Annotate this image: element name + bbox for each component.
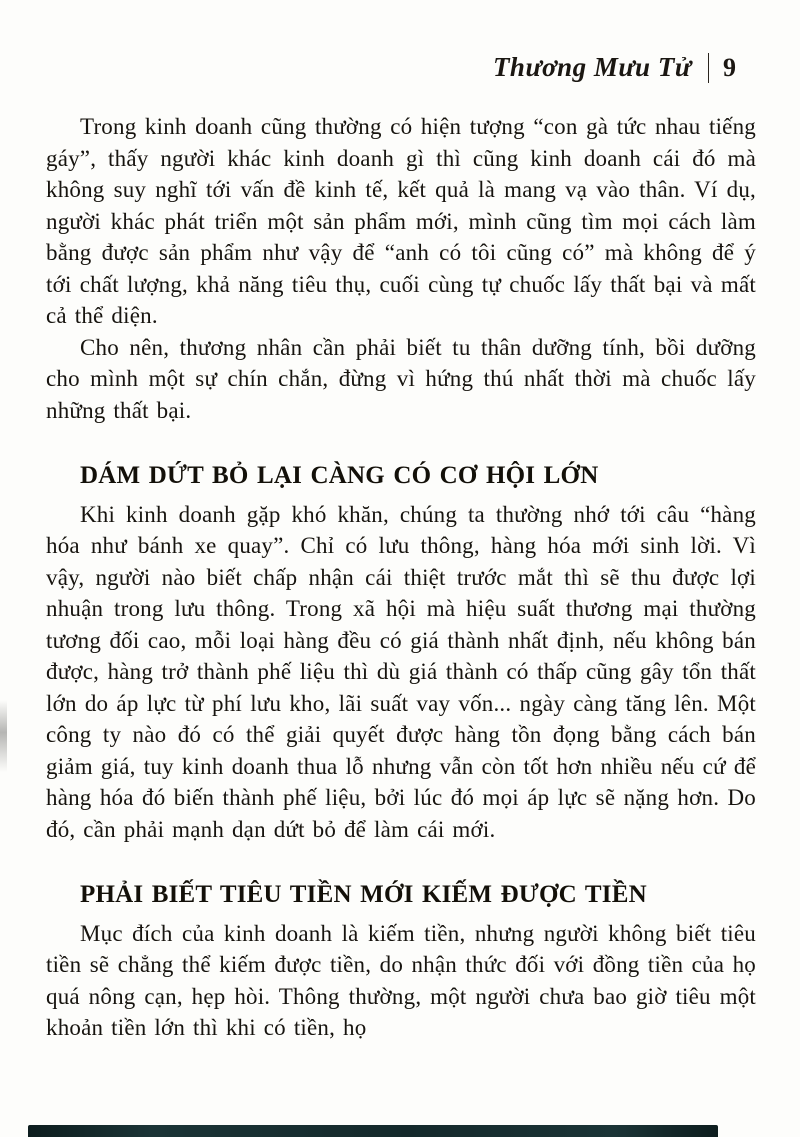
section-paragraph-1: Khi kinh doanh gặp khó khăn, chúng ta thường nhớ tới câu “hàng hóa như bánh xe quay”. Chỉ có lưu thông, hàng hóa mới sinh lời. Vì vậy, người nào biết chấp nhận cái thiệt trước mắt thì sẽ thu được lợi nhuận trong lưu thông. Trong xã hội mà hiệu suất thương mại thường tương đối cao, mỗi loại hàng đều có giá thành nhất định, nếu không bán được, hàng trở thành phế liệu thì dù giá thành có thấp cũng gây tổn thất lớn do áp lực từ phí lưu kho, lãi suất vay vốn... ngày càng tăng lên. Một công ty nào đó có thể giải quyết được hàng tồn đọng bằng cách bán giảm giá, tuy kinh doanh thua lỗ nhưng vẫn còn tốt hơn nhiều nếu cứ để hàng hóa đó biến thành phế liệu, bởi lúc đó mọi áp lực sẽ nặng hơn. Do đó, cần phải mạnh dạn dứt bỏ để làm cái mới.: [46, 501, 756, 842]
intro-paragraph-1: Trong kinh doanh cũng thường có hiện tượng “con gà tức nhau tiếng gáy”, thấy người khác kinh doanh gì thì cũng kinh doanh cái đó mà không suy nghĩ tới vấn đề kinh tế, kết quả là mang vạ vào thân. Ví dụ, người khác phát triển một sản phẩm mới, mình cũng tìm mọi cách làm bằng được sản phẩm như vậy để “anh có tôi cũng có” mà không để ý tới chất lượng, khả năng tiêu thụ, cuối cùng tự chuốc lấy thất bại và mất cả thể diện.: [46, 114, 756, 328]
intro-paragraph-2: Cho nên, thương nhân cần phải biết tu thân dưỡng tính, bồi dưỡng cho mình một sự chín chắn, đừng vì hứng thú nhất thời mà chuốc lấy những thất bại.: [46, 334, 756, 423]
page-body: [46, 111, 756, 1044]
scan-artifact-left-edge: [0, 700, 7, 772]
section-heading-phai-biet-tieu-tien: PHẢI BIẾT TIÊU TIỀN MỚI KIẾM ĐƯỢC TIỀN: [80, 881, 647, 908]
page-number: 9: [723, 53, 736, 82]
scan-edge-bar: [28, 1125, 718, 1137]
running-header: [46, 52, 756, 83]
book-title: Thương Mưu Tử: [492, 52, 692, 82]
header-divider: [708, 53, 710, 83]
section-paragraph-2: Mục đích của kinh doanh là kiếm tiền, nhưng người không biết tiêu tiền sẽ chẳng thể kiếm được tiền, do nhận thức đối với đồng tiền của họ quá nông cạn, hẹp hòi. Thông thường, một người chưa bao giờ tiêu một khoản tiền lớn thì khi có tiền, họ: [46, 920, 756, 1040]
section-heading-dam-dut-bo: DÁM DỨT BỎ LẠI CÀNG CÓ CƠ HỘI LỚN: [80, 462, 599, 489]
